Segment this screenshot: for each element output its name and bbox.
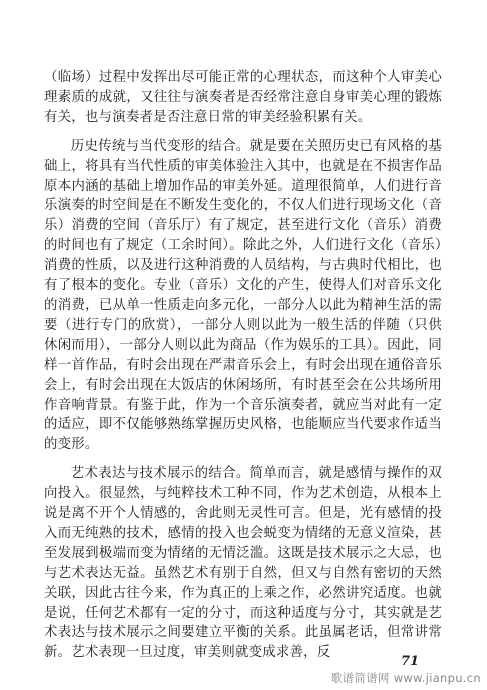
site-watermark: 歌谱简谱网 www.jianpu.cn — [330, 671, 481, 685]
page-number: 71 — [401, 654, 420, 669]
paragraph-history-tradition: 历史传统与当代变形的结合。就是要在关照历史已有风格的基础上，将具有当代性质的审美体验注入其中，也就是在不损害作品原本内涵的基础上增加作品的审美外延。道理很简单，人们进行音乐演奏的时空间是在不断发生变化的，不仅人们进行现场文化（音乐）消费的空间（音乐厅）有了规定，甚至进行文化（音乐）消费的时间也有了规定（工余时间）。除此之外，人们进行文化（音乐）消费的性质，以及进行这种消费的人员结构，与古典时代相比，也有了根本的变化。专业（音乐）文化的产生，使得人们对音乐文化的消费，已从单一性质走向多元化，一部分人以此为精神生活的需要（进行专门的欣赏），一部分人则以此为一般生活的伴随（只供休闲而用），一部分人则以此为商品（作为娱乐的工具）。因此，同样一首作品，有时会出现在严肃音乐会上，有时会出现在通俗音乐会上，有时会出现在大饭店的休闲场所，有时甚至会在公共场所用作音响背景。有鉴于此，作为一个音乐演奏者，就应当对此有一定的适应，即不仅能够熟练掌握历史风格，也能顺应当代要求作适当的变形。 — [44, 138, 442, 453]
paragraph-art-technique: 艺术表达与技术展示的结合。简单而言，就是感情与操作的双向投入。很显然，与纯粹技术工种不同，作为艺术创造，从根本上说是离不开个人情感的，舍此则无灵性可言。但是，光有感情的投入而无纯熟的技术，感情的投入也会蜕变为情绪的无意义渲染，甚至发展到极端而变为情绪的无情泛滥。这既是技术展示之大忌，也与艺术表达无益。虽然艺术有别于自然，但又与自然有密切的天然关联，因此古往今来，作为真正的上乘之作，必然讲究适度。也就是说，任何艺术都有一定的分寸，而这种适度与分寸，其实就是艺术表达与技术展示之间要建立平衡的关系。此虽属老话，但常讲常新。艺术表现一旦过度，审美则就变成求善，反 — [44, 466, 442, 661]
paragraph-continuation: （临场）过程中发挥出尽可能正常的心理状态，而这种个人审美心理素质的成就，又往往与演奏者是否经常注意自身审美心理的锻炼有关，也与演奏者是否注意日常的审美经验积累有关。 — [44, 70, 442, 125]
body-text — [44, 68, 442, 663]
